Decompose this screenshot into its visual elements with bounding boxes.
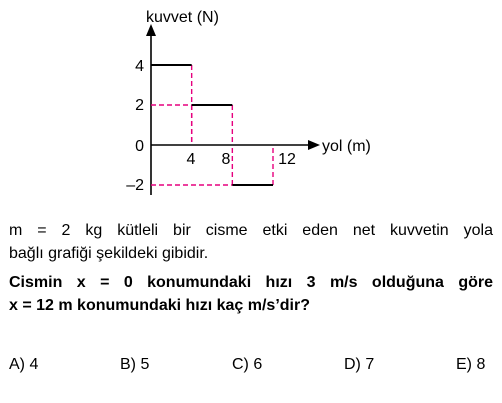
- answer-choices: [0, 356, 502, 380]
- x-tick-label-8: 8: [221, 151, 231, 168]
- choice-value: 6: [253, 356, 263, 373]
- choice-d[interactable]: [344, 356, 374, 374]
- y-tick-label-minus-2: –2: [126, 177, 144, 194]
- x-tick-label-4: 4: [186, 151, 196, 168]
- y-axis-label: kuvvet (N): [146, 9, 219, 26]
- choice-letter: E): [456, 356, 472, 373]
- choice-letter: A): [9, 356, 25, 373]
- choice-letter: B): [120, 356, 136, 373]
- y-tick-label-4: 4: [135, 58, 144, 75]
- dashed-guides: [151, 65, 273, 185]
- y-tick-label-0: 0: [135, 138, 144, 155]
- choice-e[interactable]: [456, 356, 485, 374]
- x-axis-arrowhead: [308, 140, 320, 150]
- choice-a[interactable]: [9, 356, 38, 374]
- question-line-1: Cismin x = 0 konumundaki hızı 3 m/s olduğuna göre: [9, 274, 493, 291]
- x-tick-label-12: 12: [278, 151, 296, 168]
- statement-line-1: m = 2 kg kütleli bir cisme etki eden net kuvvetin yola: [9, 222, 493, 239]
- statement-line-2: bağlı grafiği şekildeki gibidir.: [9, 245, 209, 262]
- step-segments: [151, 65, 273, 185]
- choice-c[interactable]: [232, 356, 262, 374]
- choice-value: 4: [29, 356, 39, 373]
- choice-value: 7: [365, 356, 375, 373]
- x-axis-label: yol (m): [322, 138, 371, 155]
- problem-statement: [9, 219, 493, 265]
- y-tick-label-2: 2: [135, 97, 144, 114]
- question-line-2: x = 12 m konumundaki hızı kaç m/s’dir?: [9, 297, 310, 314]
- choice-b[interactable]: [120, 356, 149, 374]
- choice-value: 8: [476, 356, 486, 373]
- choice-letter: D): [344, 356, 361, 373]
- choice-letter: C): [232, 356, 249, 373]
- choice-value: 5: [140, 356, 150, 373]
- question-text: [9, 271, 493, 317]
